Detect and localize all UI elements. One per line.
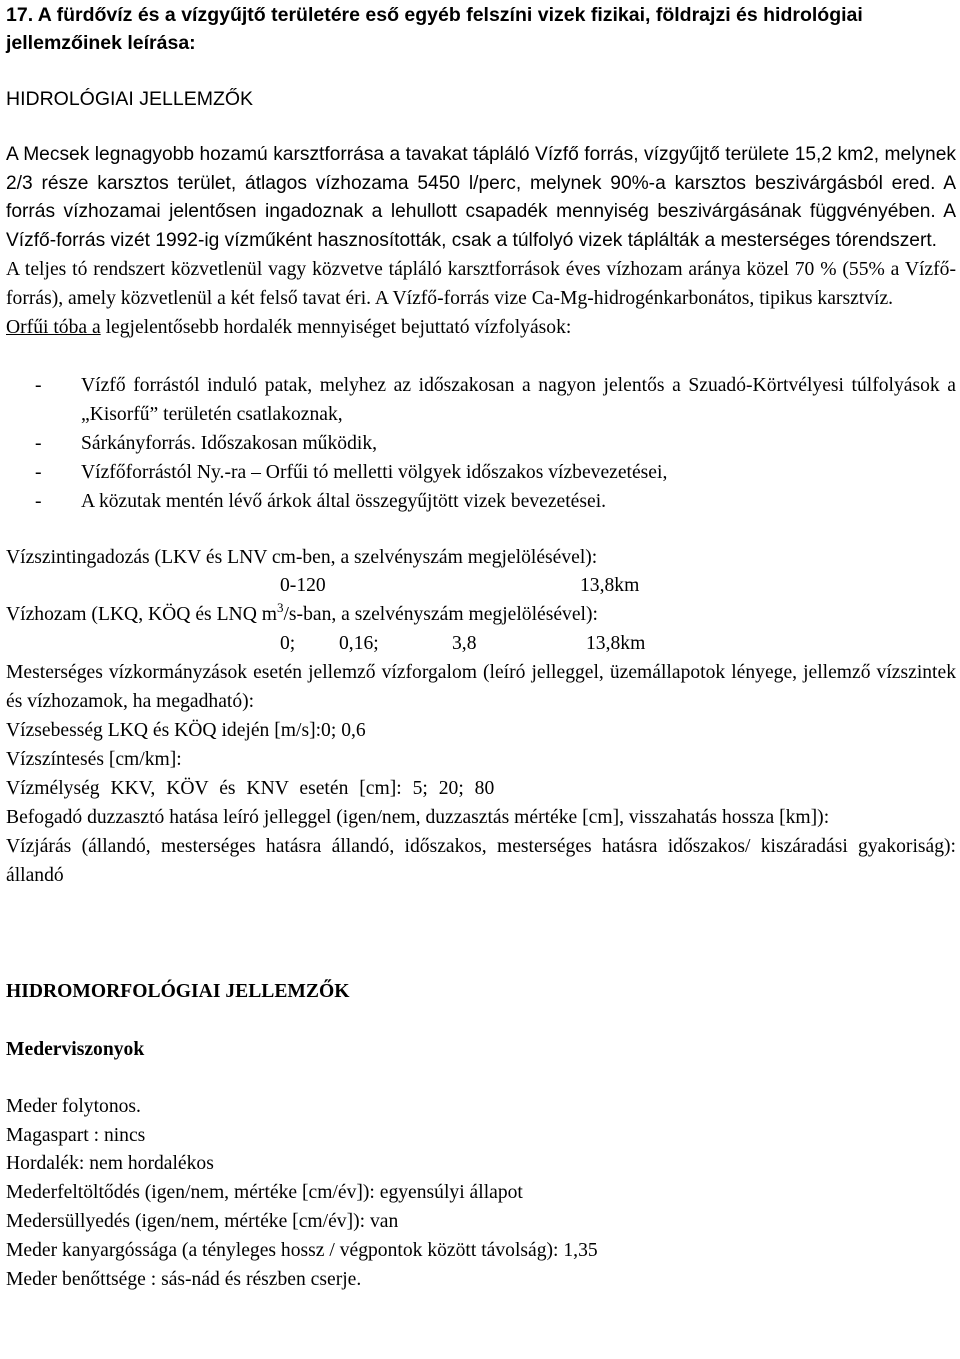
section-title: 17. A fürdővíz és a vízgyűjtő területére eső egyéb felszíni vizek fizikai, földrajzi és hidrológiai jellemzőinek leírása: — [6, 4, 863, 54]
bed-line: Meder benőttsége : sás-nád és részben cserje. — [6, 1269, 362, 1291]
flow-lkq: 0; — [280, 633, 296, 655]
hydro-paragraph-2: A teljes tó rendszert közvetlenül vagy közvetve tápláló karsztforrások éves vízhozam aránya közel 70 % (55% a Vízfő-forrás), amely közvetlenül a két felső tavat éri. A Vízfő-forrás vize Ca-Mg-hidrogénkarbonátos, tipikus karsztvíz. — [6, 258, 956, 309]
bed-line: Hordalék: nem hordalékos — [6, 1153, 214, 1175]
velocity: Vízsebesség LKQ és KÖQ idején [m/s]:0; 0,6 — [6, 720, 366, 742]
morph-heading: HIDROMORFOLÓGIAI JELLEMZŐK — [6, 980, 350, 1002]
orfu-rest: legjelentősebb hordalék mennyiséget bejuttató vízfolyások: — [100, 316, 572, 338]
flow-values — [6, 630, 956, 659]
list-item: - Sárkányforrás. Időszakosan működik, — [6, 429, 956, 458]
hydro-paragraph-1: A Mecsek legnagyobb hozamú karsztforrása a tavakat tápláló Vízfő forrás, vízgyűjtő területe 15,2 km2, melynek 2/3 része karsztos terület, átlagos vízhozama 5450 l/perc, melynek 90%-a karsztos beszivárgásból ered. A forrás vízhozamai jelentősen ingadoznak a lehullott csapadék mennyiség beszivárgásának függvényében. A Vízfő-forrás vizét 1992-ig vízműként hasznosították, csak a túlfolyó vizek táplálták a mesterséges tórendszert. — [6, 144, 956, 252]
list-item: - A közutak mentén lévő árkok által összegyűjtött vizek bevezetései. — [6, 487, 956, 516]
bed-line: Medersüllyedés (igen/nem, mértéke [cm/év]): van — [6, 1211, 399, 1233]
orfu-underlined: Orfűi tóba a — [6, 316, 101, 338]
bed-line: Meder folytonos. — [6, 1095, 141, 1117]
list-item: - Vízfő forrástól induló patak, melyhez az időszakosan a nagyon jelentős a Szuadó-Körtvélyesi túlfolyások a „Kisorfű” területén csatlakoznak, — [6, 371, 956, 429]
list-dash: - — [35, 461, 42, 483]
flow-km: 13,8km — [586, 633, 646, 655]
bed-line: Magaspart : nincs — [6, 1124, 146, 1146]
bed-heading: Mederviszonyok — [6, 1038, 145, 1060]
flow-lnq: 3,8 — [452, 633, 477, 655]
level-label: Vízszintingadozás (LKV és LNV cm-ben, a szelvényszám megjelölésével): — [6, 546, 598, 568]
bed-lines — [6, 1093, 956, 1295]
dam-effect: Befogadó duzzasztó hatása leíró jelleggel (igen/nem, duzzasztás mértéke [cm], visszahatás hossza [km]): — [6, 806, 830, 828]
list-dash: - — [35, 490, 42, 512]
artificial-flow: Mesterséges vízkormányzások esetén jellemző vízforgalom (leíró jelleggel, üzemállapotok lényege, jellemző vízszintek és vízhozamok, ha megadható): — [6, 662, 956, 713]
list-item: - Vízfőforrástól Ny.-ra – Orfűi tó melletti völgyek időszakos vízbevezetései, — [6, 458, 956, 487]
level-range: 0-120 — [280, 575, 326, 597]
document-page — [6, 0, 956, 1295]
level-km: 13,8km — [580, 575, 640, 597]
slope: Vízszíntesés [cm/km]: — [6, 749, 182, 771]
regime: Vízjárás (állandó, mesterséges hatásra állandó, időszakos, mesterséges hatásra időszakos/ kiszáradási gyakoriság): állandó — [6, 835, 956, 886]
list-dash: - — [35, 374, 42, 396]
bed-line: Mederfeltöltődés (igen/nem, mértéke [cm/év]): egyensúlyi állapot — [6, 1182, 523, 1204]
depth: Vízmélység KKV, KÖV és KNV esetén [cm]: 5; 20; 80 — [6, 777, 495, 799]
list-dash: - — [35, 432, 42, 454]
orfu-intro — [6, 314, 956, 343]
flow-label: Vízhozam (LKQ, KÖQ és LNQ $m^3/s$-ban, a szelvényszám megjelölésével): — [6, 600, 598, 626]
watercourse-list — [6, 371, 956, 516]
level-values — [6, 572, 956, 601]
flow-koq: 0,16; — [339, 633, 379, 655]
bed-line: Meder kanyargóssága (a tényleges hossz / végpontok között távolság): 1,35 — [6, 1240, 598, 1262]
hydro-heading: HIDROLÓGIAI JELLEMZŐK — [6, 88, 254, 110]
